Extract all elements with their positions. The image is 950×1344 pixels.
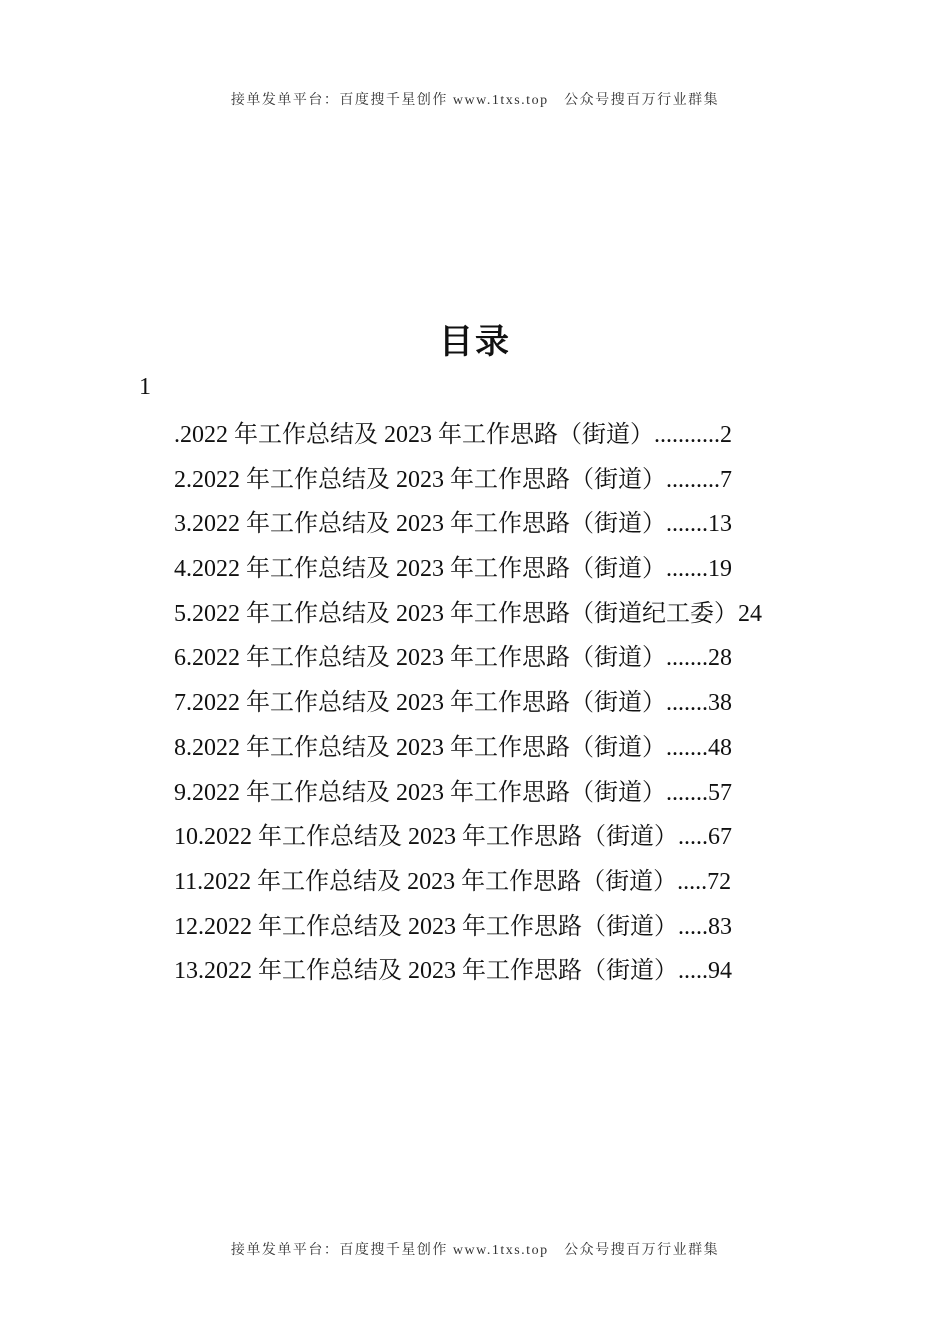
toc-entry[interactable]: .2022 年工作总结及 2023 年工作思路（街道）...........2 [174, 422, 732, 448]
toc-entry[interactable]: 8.2022 年工作总结及 2023 年工作思路（街道）.......48 [174, 734, 732, 761]
toc-entry[interactable]: 2.2022 年工作总结及 2023 年工作思路（街道）.........7 [174, 466, 732, 493]
toc-entry[interactable]: 4.2022 年工作总结及 2023 年工作思路（街道）.......19 [174, 556, 732, 583]
toc-entry[interactable]: 11.2022 年工作总结及 2023 年工作思路（街道）.....72 [174, 868, 732, 895]
toc-entry[interactable]: 13.2022 年工作总结及 2023 年工作思路（街道）.....94 [174, 958, 732, 985]
toc-entry[interactable]: 5.2022 年工作总结及 2023 年工作思路（街道纪工委）24 [174, 600, 762, 627]
toc-entry[interactable]: 10.2022 年工作总结及 2023 年工作思路（街道）.....67 [174, 824, 732, 851]
toc-entry[interactable]: 12.2022 年工作总结及 2023 年工作思路（街道）.....83 [174, 913, 732, 940]
toc-entry[interactable]: 6.2022 年工作总结及 2023 年工作思路（街道）.......28 [174, 645, 732, 672]
toc-orphan-number: 1 [139, 374, 151, 400]
table-of-contents [174, 413, 762, 994]
toc-entry[interactable]: 9.2022 年工作总结及 2023 年工作思路（街道）.......57 [174, 779, 732, 806]
page-title: 目录 [439, 322, 511, 362]
page-header: 接单发单平台：百度搜千星创作 www.1txs.top 公众号搜百万行业群集 [230, 93, 720, 108]
toc-entry[interactable]: 7.2022 年工作总结及 2023 年工作思路（街道）.......38 [174, 690, 732, 717]
page-footer: 接单发单平台：百度搜千星创作 www.1txs.top 公众号搜百万行业群集 [230, 1243, 720, 1258]
toc-entry[interactable]: 3.2022 年工作总结及 2023 年工作思路（街道）.......13 [174, 511, 732, 538]
